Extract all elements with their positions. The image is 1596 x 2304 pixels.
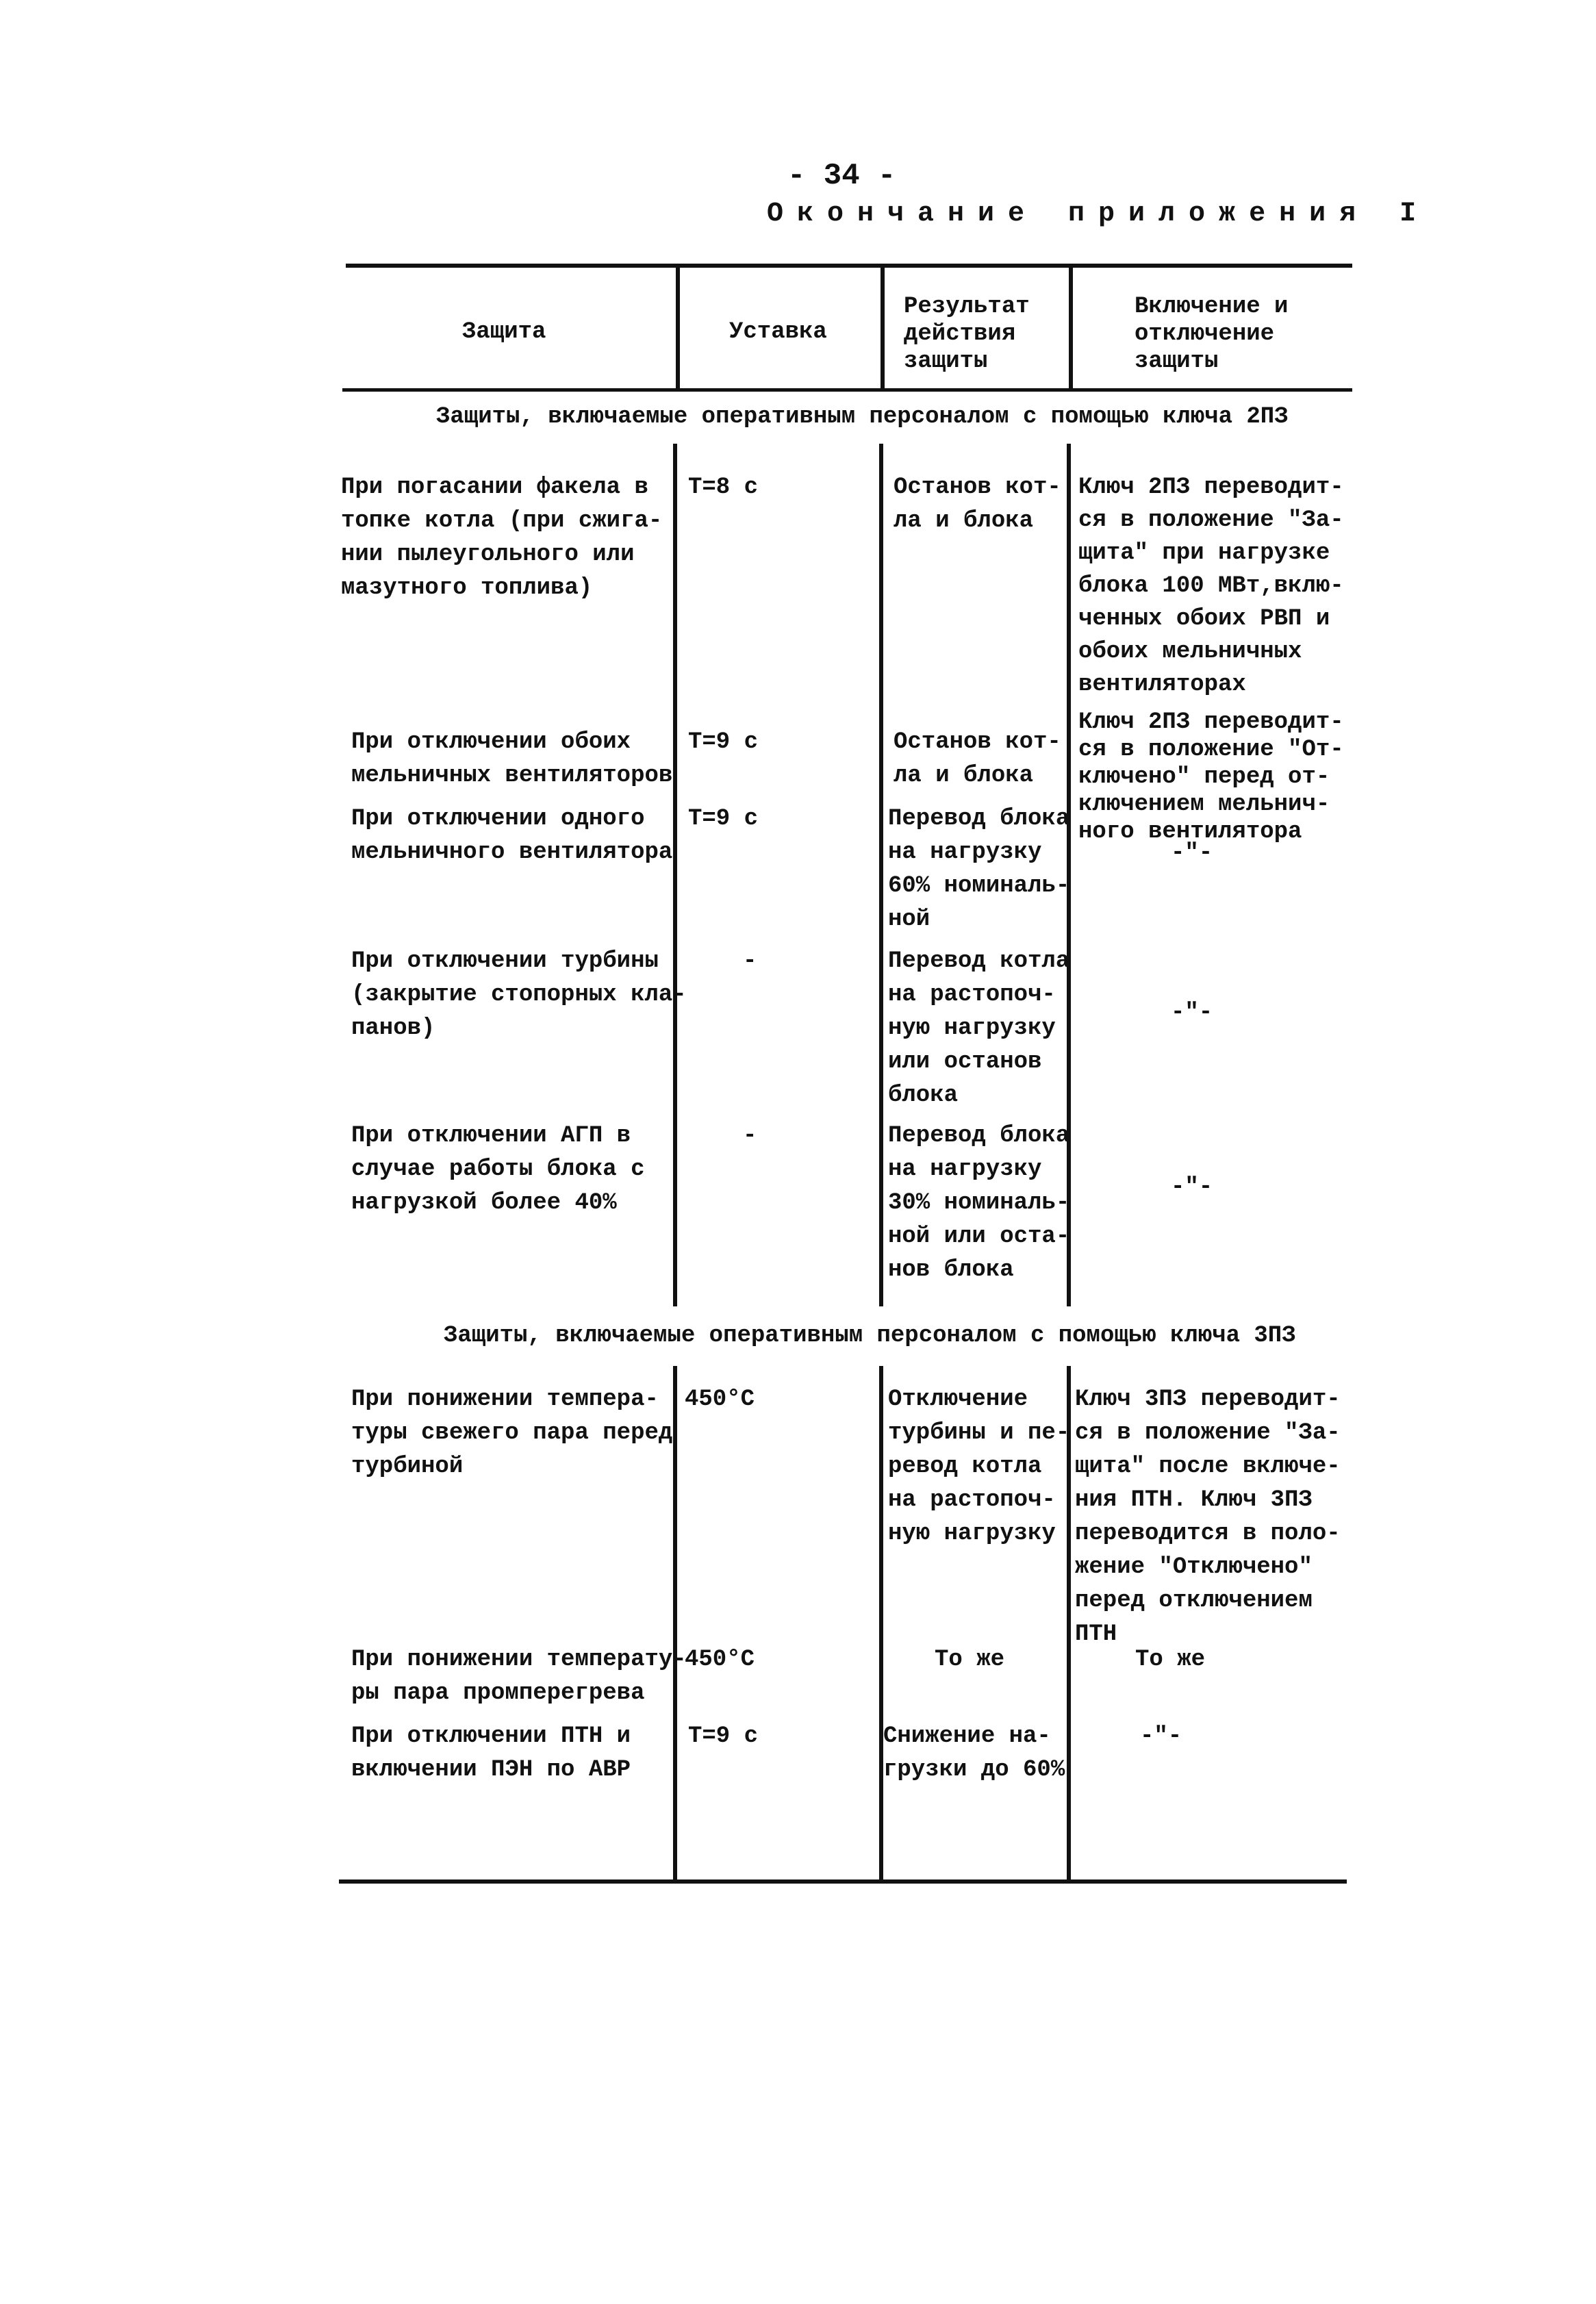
header-divider-1: [676, 264, 680, 392]
protection-cell: При отключении турбины (закрытие стопорных кла- панов): [351, 948, 687, 1041]
switching-cell: Ключ 2ПЗ переводит- ся в положение "За- щита" при нагрузке блока 100 МВт,вклю- ченных обоих РВП и обоих мельничных вентиляторах: [1078, 474, 1344, 698]
switching-cell: Ключ 3ПЗ переводит- ся в положение "За- щита" после включе- ния ПТН. Ключ 3ПЗ переводится в поло- жение "Отключено" перед отключением ПТН: [1075, 1387, 1341, 1647]
setting-cell: Т=9 с: [688, 806, 759, 832]
result-cell: То же: [935, 1647, 1005, 1673]
protection-cell: При отключении ПТН и включении ПЭН по АВР: [351, 1723, 631, 1783]
table-bottom-rule: [339, 1879, 1347, 1884]
table-top-rule: [346, 264, 1352, 268]
result-cell: Снижение на- грузки до 60%: [883, 1723, 1065, 1783]
protection-cell: При отключении АГП в случае работы блока с нагрузкой более 40%: [351, 1123, 645, 1216]
body2-divider-1: [673, 1366, 677, 1883]
protection-cell: При отключении обоих мельничных вентиляторов: [351, 729, 673, 789]
protection-cell: При понижении темпера- туры свежего пара перед турбиной: [351, 1387, 673, 1480]
protection-cell: При погасании факела в топке котла (при сжига- нии пылеугольного или мазутного топлива): [341, 474, 663, 601]
switching-cell: То же: [1135, 1647, 1206, 1673]
header-bottom-rule: [342, 388, 1352, 392]
result-cell: Перевод блока на нагрузку 30% номиналь- ной или оста- нов блока: [888, 1123, 1070, 1283]
body-divider-1: [673, 444, 677, 1306]
switching-cell: -"-: [1171, 1174, 1213, 1200]
header-switching: Включение и отключение защиты: [1135, 294, 1289, 375]
result-cell: Перевод блока на нагрузку 60% номиналь- ной: [888, 806, 1070, 933]
setting-cell: 450°С: [685, 1647, 755, 1673]
switching-cell: -"-: [1171, 840, 1213, 866]
header-divider-2: [881, 264, 885, 392]
setting-cell: Т=9 с: [688, 1723, 759, 1749]
setting-cell: Т=9 с: [688, 729, 759, 755]
switching-cell: Ключ 2ПЗ переводит- ся в положение "От- ключено" перед от- ключением мельнич- ного вентилятора: [1078, 709, 1344, 845]
result-cell: Останов кот- ла и блока: [894, 474, 1061, 534]
switching-cell: -"-: [1171, 1000, 1213, 1026]
protection-cell: При отключении одного мельничного вентилятора: [351, 806, 673, 865]
header-divider-3: [1069, 264, 1073, 392]
body2-divider-2: [879, 1366, 883, 1883]
page-number: - 34 -: [787, 159, 896, 193]
section-title-3pz: Защиты, включаемые оперативным персоналом с помощью ключа 3ПЗ: [444, 1323, 1296, 1349]
continuation-title: Окончание приложения I: [767, 199, 1430, 229]
setting-cell: Т=8 с: [688, 474, 759, 501]
result-cell: Перевод котла на растопоч- ную нагрузку или останов блока: [888, 948, 1070, 1109]
switching-cell: -"-: [1140, 1723, 1182, 1749]
setting-cell: -: [743, 1123, 757, 1149]
setting-cell: -: [743, 948, 757, 974]
protection-cell: При понижении температу- ры пара промперегрева: [351, 1647, 687, 1706]
header-result: Результат действия защиты: [904, 294, 1030, 375]
section-title-2pz: Защиты, включаемые оперативным персоналом с помощью ключа 2ПЗ: [436, 404, 1289, 430]
result-cell: Останов кот- ла и блока: [894, 729, 1061, 789]
result-cell: Отключение турбины и пе- ревод котла на растопоч- ную нагрузку: [888, 1387, 1070, 1547]
header-protection: Защита: [462, 319, 546, 345]
header-setting: Уставка: [729, 319, 827, 345]
setting-cell: 450°С: [685, 1387, 755, 1413]
body-divider-2: [879, 444, 883, 1306]
